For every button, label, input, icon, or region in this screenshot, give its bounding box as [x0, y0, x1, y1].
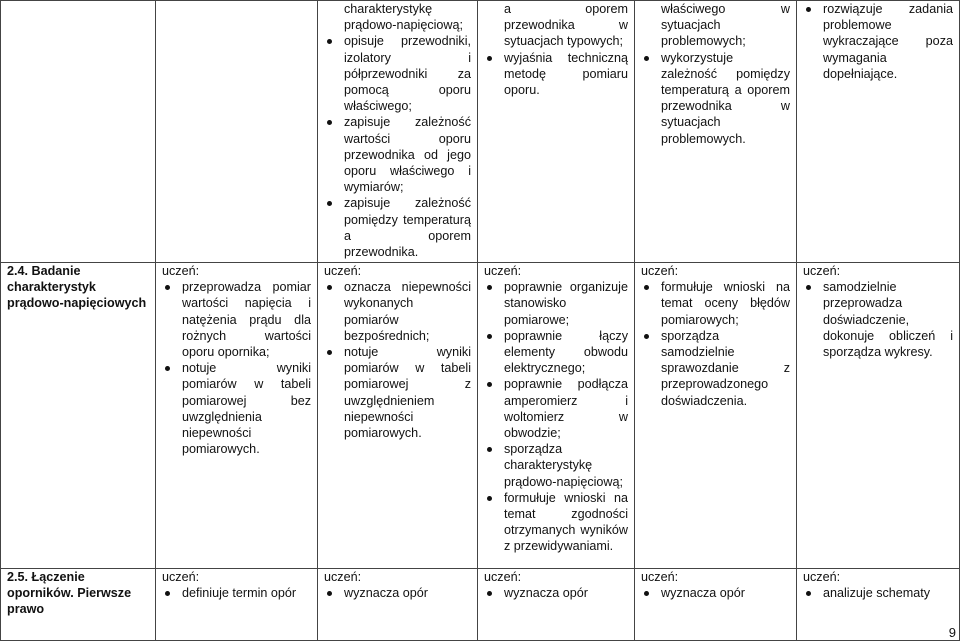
requirement-cell — [478, 263, 635, 569]
topic-cell — [1, 569, 156, 641]
list-item: sporządza charakterystykę prądowo-napięciową; — [484, 441, 628, 490]
topic-cell — [1, 263, 156, 569]
student-label: uczeń: — [803, 570, 841, 584]
requirement-cell — [797, 1, 960, 263]
topic-title: 2.4. Badanie charakterystyk prądowo-napięciowych — [7, 264, 147, 311]
student-label: uczeń: — [324, 264, 362, 278]
requirement-cell — [318, 263, 478, 569]
requirement-list — [484, 279, 628, 554]
requirement-list — [803, 279, 953, 360]
requirement-cell — [797, 569, 960, 641]
list-item: oznacza niepewności wykonanych pomiarów bezpośrednich; — [324, 279, 471, 344]
list-item: wyznacza opór — [324, 585, 471, 601]
list-item: samodzielnie przeprowadza doświadczenie, dokonuje obliczeń i sporządza wykresy. — [803, 279, 953, 360]
list-item: notuje wyniki pomiarów w tabeli pomiarowej bez uwzględnienia niepewności pomiarowych. — [162, 360, 311, 457]
list-item: sporządza samodzielnie sprawozdanie z przeprowadzonego doświadczenia. — [641, 328, 790, 409]
requirement-cell — [156, 263, 318, 569]
list-item: poprawnie organizuje stanowisko pomiarowe; — [484, 279, 628, 328]
list-item: definiuje termin opór — [162, 585, 311, 601]
requirement-list — [484, 585, 628, 601]
table-row — [1, 569, 960, 641]
student-label: uczeń: — [484, 570, 522, 584]
requirement-cell — [797, 263, 960, 569]
list-item: zapisuje zależność wartości oporu przewodnika od jego oporu właściwego i wymiarów; — [324, 114, 471, 195]
requirement-cell — [478, 1, 635, 263]
list-item: zapisuje zależność pomiędzy temperaturą a oporem przewodnika. — [324, 195, 471, 260]
continued-text: a oporem przewodnika w sytuacjach typowych; — [504, 2, 628, 49]
requirement-list — [162, 585, 311, 601]
student-label: uczeń: — [324, 570, 362, 584]
student-label: uczeń: — [641, 264, 679, 278]
list-item: wyznacza opór — [641, 585, 790, 601]
list-item: poprawnie podłącza amperomierz i woltomierz w obwodzie; — [484, 376, 628, 441]
page-number: 9 — [948, 625, 956, 640]
list-item: analizuje schematy — [803, 585, 953, 601]
requirement-list — [803, 585, 953, 601]
list-item: rozwiązuje zadania problemowe wykraczające poza wymagania dopełniające. — [803, 1, 953, 82]
table-row — [1, 1, 960, 263]
requirement-list — [641, 585, 790, 601]
requirement-cell — [635, 1, 797, 263]
student-label: uczeń: — [162, 570, 200, 584]
requirement-cell — [635, 569, 797, 641]
list-item: wyznacza opór — [484, 585, 628, 601]
requirement-list — [803, 1, 953, 82]
requirement-cell — [156, 1, 318, 263]
requirement-list — [324, 279, 471, 441]
student-label: uczeń: — [803, 264, 841, 278]
list-item: poprawnie łączy elementy obwodu elektrycznego; — [484, 328, 628, 377]
requirement-cell — [318, 1, 478, 263]
topic-cell — [1, 1, 156, 263]
student-label: uczeń: — [162, 264, 200, 278]
list-item: wyjaśnia techniczną metodę pomiaru oporu. — [484, 50, 628, 99]
requirement-cell — [635, 263, 797, 569]
continued-text: właściwego w sytuacjach problemowych; — [661, 2, 790, 49]
list-item: opisuje przewodniki, izolatory i półprzewodniki za pomocą oporu właściwego; — [324, 33, 471, 114]
student-label: uczeń: — [484, 264, 522, 278]
student-label: uczeń: — [641, 570, 679, 584]
table-row — [1, 263, 960, 569]
list-item: notuje wyniki pomiarów w tabeli pomiarowej z uwzględnieniem niepewności pomiarowych. — [324, 344, 471, 441]
requirement-cell — [478, 569, 635, 641]
requirement-cell — [156, 569, 318, 641]
list-item: przeprowadza pomiar wartości napięcia i natężenia prądu dla rożnych wartości oporu opornika; — [162, 279, 311, 360]
list-item: formułuje wnioski na temat zgodności otrzymanych wyników z przewidywaniami. — [484, 490, 628, 555]
requirement-list — [484, 50, 628, 99]
requirement-list — [641, 50, 790, 147]
list-item: formułuje wnioski na temat oceny błędów pomiarowych; — [641, 279, 790, 328]
requirement-cell — [318, 569, 478, 641]
list-item: wykorzystuje zależność pomiędzy temperaturą a oporem przewodnika w sytuacjach problemowych. — [641, 50, 790, 147]
requirement-list — [641, 279, 790, 409]
requirement-list — [324, 33, 471, 260]
continued-text: charakterystykę prądowo-napięciową; — [344, 2, 464, 33]
requirement-list — [324, 585, 471, 601]
requirement-list — [162, 279, 311, 457]
topic-title: 2.5. Łączenie oporników. Pierwsze prawo — [7, 570, 132, 617]
